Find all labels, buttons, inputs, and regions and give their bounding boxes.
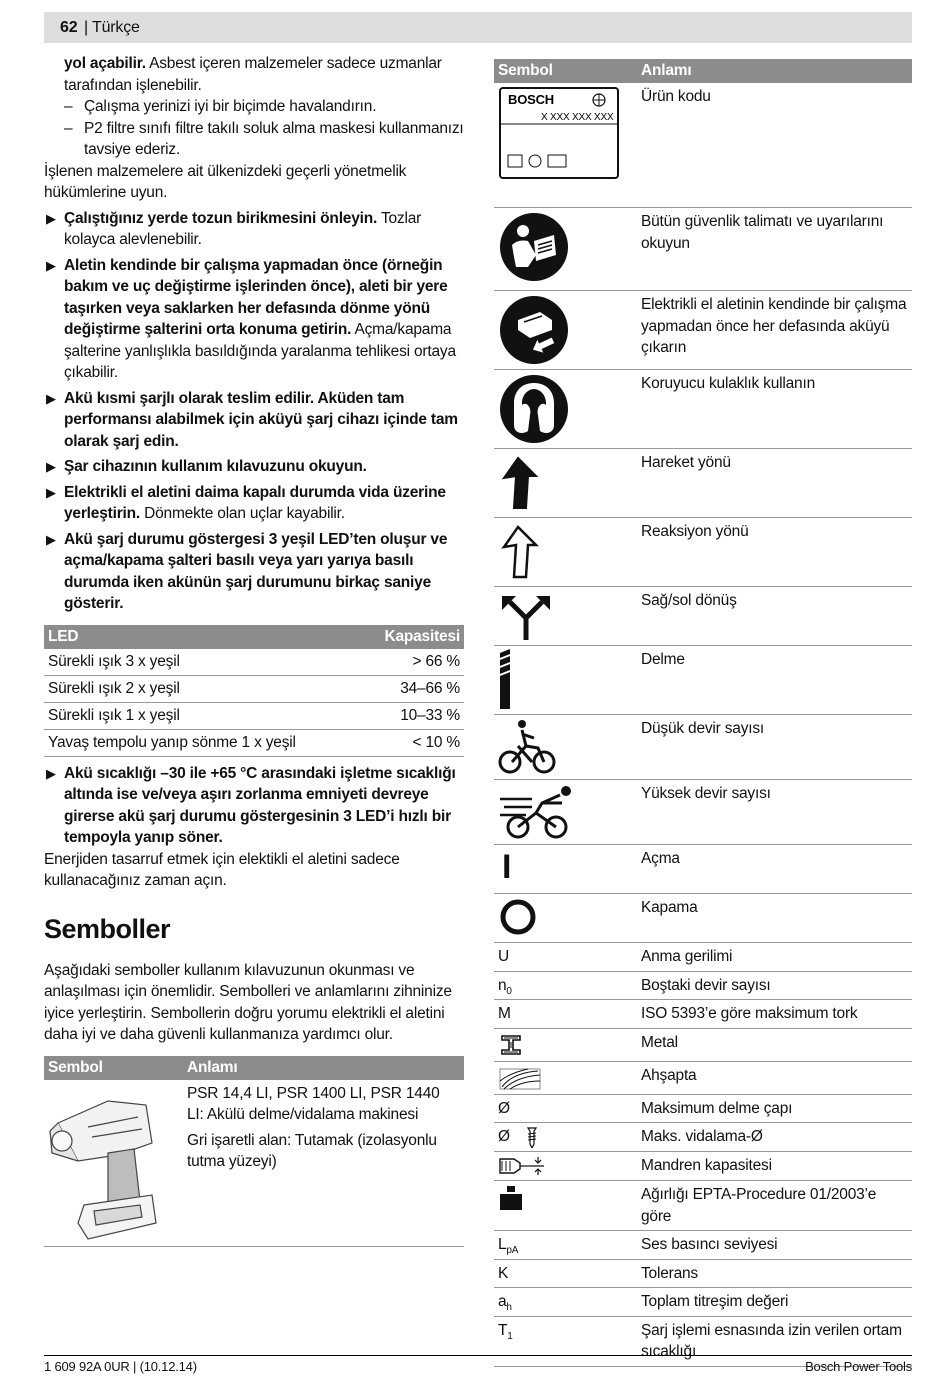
table-row bbox=[494, 1123, 912, 1152]
symbol-column-header: Sembol bbox=[494, 59, 637, 83]
screw-diameter-symbol: Ø bbox=[494, 1123, 637, 1152]
meaning-metal: Metal bbox=[637, 1028, 912, 1061]
brand-footer: Bosch Power Tools bbox=[805, 1359, 912, 1374]
meaning-vibration: Toplam titreşim değeri bbox=[637, 1288, 912, 1317]
section-heading-semboller: Semboller bbox=[44, 913, 171, 944]
meaning-ear-protection: Koruyucu kulaklık kullanın bbox=[637, 370, 912, 449]
table-row: Sürekli ışık 1 x yeşil 10–33 % bbox=[44, 702, 464, 729]
table-row bbox=[494, 715, 912, 780]
table-row bbox=[494, 845, 912, 894]
meaning-sound-pressure: Ses basıncı seviyesi bbox=[637, 1231, 912, 1260]
table-row bbox=[494, 1288, 912, 1317]
meaning-drilling: Delme bbox=[637, 646, 912, 715]
table-row bbox=[494, 518, 912, 587]
header-separator: | bbox=[84, 19, 88, 36]
read-manual-icon bbox=[498, 211, 570, 283]
tolerance-symbol: K bbox=[494, 1259, 637, 1288]
meaning-max-screw-diameter: Maks. vidalama-Ø bbox=[637, 1123, 912, 1152]
table-row bbox=[494, 208, 912, 291]
table-row bbox=[494, 291, 912, 370]
weight-icon bbox=[498, 1184, 524, 1212]
triangle-bullet-icon: ▶ bbox=[46, 210, 56, 226]
triangle-bullet-icon: ▶ bbox=[46, 390, 56, 406]
meaning-charging-temperature: Şarj işlemi esnasında izin verilen ortam sıcaklığı bbox=[637, 1316, 912, 1366]
ear-protection-icon bbox=[498, 373, 570, 445]
table-row bbox=[494, 1181, 912, 1231]
meaning-tolerance: Tolerans bbox=[637, 1259, 912, 1288]
diameter-symbol: Ø bbox=[494, 1094, 637, 1123]
label-code-text: X XXX XXX XXX bbox=[541, 112, 614, 123]
paragraph-symbols-intro: Aşağıdaki semboller kullanım kılavuzunun okunması ve anlaşılması için önemlidir. Sembolleri ve anlamlarını zihninize iyice yerleştirin. Sembollerin doğru yorumu elektrikli el aletini daha iyi ve daha güvenli kullanmanıza yardımcı olur. bbox=[44, 961, 452, 1043]
label-brand-text: BOSCH bbox=[508, 92, 554, 107]
table-row bbox=[44, 1080, 464, 1247]
table-row bbox=[494, 1000, 912, 1029]
symbol-table-header bbox=[44, 1056, 464, 1080]
led-table-header bbox=[44, 625, 464, 649]
triangle-bullet-icon: ▶ bbox=[46, 531, 56, 547]
sound-pressure-symbol: $L_{pA}$ bbox=[494, 1231, 637, 1260]
symbol-column-header: Sembol bbox=[44, 1056, 183, 1080]
grey-area-description: Gri işaretli alan: Tutamak (izolasyonlu tutma yüzeyi) bbox=[187, 1131, 437, 1170]
off-circle-icon bbox=[498, 897, 538, 937]
paragraph-asbestos: yol açabilir. Asbest içeren malzemeler sadece uzmanlar tarafından işlenebilir. bbox=[64, 55, 442, 94]
bullet-temperature: ▶ Akü sıcaklığı –30 ile +65 °C arasındaki işletme sıcaklığı altında ise ve/veya aşırı zorlanma emniyeti devreye girerse akü şarj durumu göstergesinin 3 LED’i hızlı bir tempoyla yanıp söner. bbox=[46, 764, 456, 846]
table-row: Yavaş tempolu yanıp sönme 1 x yeşil < 10 % bbox=[44, 729, 464, 756]
triangle-bullet-icon: ▶ bbox=[46, 484, 56, 500]
high-speed-cyclist-icon bbox=[498, 783, 578, 841]
table-row bbox=[494, 971, 912, 1000]
paragraph-regulations: İşlenen malzemelere ait ülkenizdeki geçerli yönetmelik hükümlerine uyun. bbox=[44, 162, 407, 201]
led-capacity-table bbox=[44, 625, 464, 757]
meaning-column-header: Anlamı bbox=[637, 59, 912, 83]
table-row bbox=[494, 780, 912, 845]
remove-battery-icon bbox=[498, 294, 570, 366]
meaning-max-torque: ISO 5393’e göre maksimum tork bbox=[637, 1000, 912, 1029]
table-row bbox=[494, 646, 912, 715]
symbols-table bbox=[494, 59, 912, 1367]
vibration-symbol: $a_h$ bbox=[494, 1288, 637, 1317]
page-footer bbox=[44, 1355, 912, 1374]
no-load-speed-symbol: $n_0$ bbox=[494, 971, 637, 1000]
bullet-led-indicator: ▶ Akü şarj durumu göstergesi 3 yeşil LED’ten oluşur ve açma/kapama şalteri basılı veya yarı yarıya basılı durumda iken akünün şarj durumunu birkaç saniye gösterir. bbox=[46, 530, 448, 612]
on-symbol: I bbox=[494, 845, 637, 894]
table-row bbox=[494, 587, 912, 646]
bullet-battery-charge: ▶ Akü kısmi şarjlı olarak teslim edilir. Aküden tam performansı alabilmek için aküyü şarj cihazı içinde tam olarak şarj edin. bbox=[46, 389, 458, 450]
meaning-off: Kapama bbox=[637, 894, 912, 943]
table-row bbox=[494, 370, 912, 449]
tool-symbol-table bbox=[44, 1056, 464, 1247]
bullet-screw-placement: ▶ Elektrikli el aletini daima kapalı durumda vida üzerine yerleştirin. Dönmekte olan uçlar kayabilir. bbox=[46, 483, 446, 522]
cordless-drill-illustration-icon bbox=[48, 1083, 158, 1243]
voltage-symbol: U bbox=[494, 943, 637, 972]
tool-model-names: PSR 14,4 LI, PSR 1400 LI, PSR 1440 LI: Akülü delme/vidalama makinesi bbox=[187, 1084, 440, 1123]
drilling-bit-icon bbox=[498, 649, 518, 711]
meaning-weight: Ağırlığı EPTA-Procedure 01/2003’e göre bbox=[637, 1181, 912, 1231]
left-column bbox=[44, 53, 464, 1247]
table-row bbox=[494, 894, 912, 943]
torque-symbol: M bbox=[494, 1000, 637, 1029]
led-column-header: LED bbox=[44, 625, 361, 649]
metal-beam-icon bbox=[498, 1032, 524, 1058]
meaning-movement-direction: Hareket yönü bbox=[637, 449, 912, 518]
wood-grain-icon bbox=[498, 1065, 542, 1091]
low-speed-cyclist-icon bbox=[498, 718, 558, 776]
bullet-direction-switch: ▶ Aletin kendinde bir çalışma yapmadan önce (örneğin bakım ve uç değiştirme işlerinden önce), aleti bir yere taşırken veya saklarken her defasında dönme yönü değiştirme şalterini orta konuma getirin. Açma/kapama şalterine yanlışlıkla basıldığında yaralanma tehlikesi ortaya çıkabilir. bbox=[46, 256, 456, 381]
table-row: Sürekli ışık 2 x yeşil 34–66 % bbox=[44, 675, 464, 702]
meaning-remove-battery: Elektrikli el aletinin kendinde bir çalışma yapmadan önce her defasında aküyü çıkarın bbox=[637, 291, 912, 370]
movement-direction-arrow-icon bbox=[498, 452, 548, 514]
paragraph-energy-saving: Enerjiden tasarruf etmek için elektikli el aletini sadece kullanacağınız zaman açın. bbox=[44, 850, 400, 889]
meaning-product-code: Ürün kodu bbox=[637, 83, 912, 208]
table-row bbox=[494, 1259, 912, 1288]
triangle-bullet-icon: ▶ bbox=[46, 765, 56, 781]
bullet-charger-manual: ▶ Şar cihazının kullanım kılavuzunu okuyun. bbox=[44, 456, 464, 478]
table-row bbox=[494, 943, 912, 972]
page-number: 62 bbox=[60, 19, 78, 36]
table-row bbox=[494, 1061, 912, 1094]
meaning-chuck-capacity: Mandren kapasitesi bbox=[637, 1152, 912, 1181]
bullet-dust: ▶ Çalıştığınız yerde tozun birikmesini önleyin. Tozlar kolayca alevlenebilir. bbox=[46, 209, 422, 248]
page-header bbox=[44, 12, 912, 43]
document-number: 1 609 92A 0UR | (10.12.14) bbox=[44, 1359, 197, 1374]
table-row bbox=[494, 1028, 912, 1061]
table-row bbox=[494, 1152, 912, 1181]
chuck-capacity-icon bbox=[498, 1155, 548, 1177]
header-language: Türkçe bbox=[92, 19, 140, 36]
meaning-low-speed: Düşük devir sayısı bbox=[637, 715, 912, 780]
table-row: Sürekli ışık 3 x yeşil > 66 % bbox=[44, 649, 464, 676]
right-left-rotation-icon bbox=[498, 590, 554, 642]
dash-item-ventilate: – Çalışma yerinizi iyi bir biçimde havalandırın. bbox=[44, 96, 464, 118]
dash-item-mask: – P2 filtre sınıfı filtre takılı soluk alma maskesi kullanmanızı tavsiye ederiz. bbox=[44, 118, 464, 161]
meaning-reaction-direction: Reaksiyon yönü bbox=[637, 518, 912, 587]
right-column bbox=[494, 59, 912, 1367]
product-label-icon bbox=[498, 86, 620, 180]
symbol-table-header bbox=[494, 59, 912, 83]
meaning-on: Açma bbox=[637, 845, 912, 894]
table-row bbox=[494, 1231, 912, 1260]
meaning-rotation: Sağ/sol dönüş bbox=[637, 587, 912, 646]
meaning-rated-voltage: Anma gerilimi bbox=[637, 943, 912, 972]
screw-icon bbox=[524, 1126, 540, 1148]
triangle-bullet-icon: ▶ bbox=[46, 459, 56, 474]
meaning-max-drill-diameter: Maksimum delme çapı bbox=[637, 1094, 912, 1123]
table-row bbox=[494, 83, 912, 208]
reaction-direction-arrow-icon bbox=[498, 521, 548, 583]
meaning-no-load-speed: Boştaki devir sayısı bbox=[637, 971, 912, 1000]
temperature-symbol: $T_1$ bbox=[494, 1316, 637, 1366]
meaning-read-instructions: Bütün güvenlik talimatı ve uyarılarını okuyun bbox=[637, 208, 912, 291]
table-row bbox=[494, 1094, 912, 1123]
capacity-column-header: Kapasitesi bbox=[361, 625, 464, 649]
meaning-wood: Ahşapta bbox=[637, 1061, 912, 1094]
meaning-high-speed: Yüksek devir sayısı bbox=[637, 780, 912, 845]
table-row bbox=[494, 449, 912, 518]
triangle-bullet-icon: ▶ bbox=[46, 257, 56, 273]
meaning-column-header: Anlamı bbox=[183, 1056, 464, 1080]
